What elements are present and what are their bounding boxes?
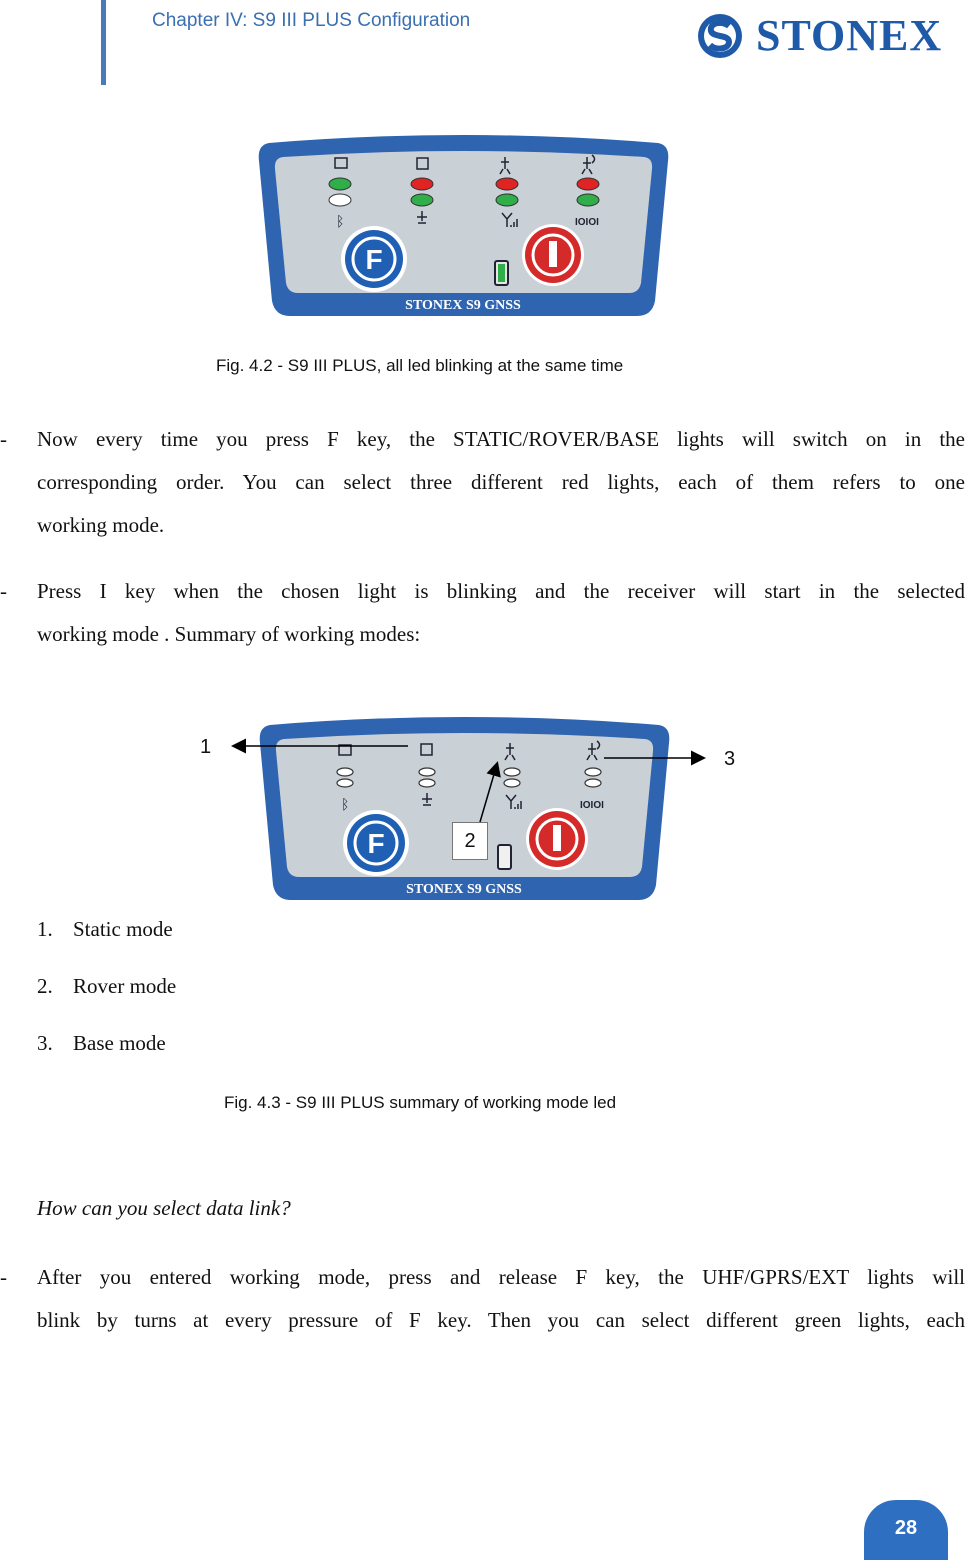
callout-label-2: 2 (452, 822, 488, 860)
f-key-label: F (367, 828, 385, 859)
paragraph-line: corresponding order. You can select three different red lights, each of them refers to one (37, 470, 965, 494)
list-item (37, 1028, 166, 1058)
ext-data-icon: IOIOI (575, 217, 599, 228)
callout-arrow-2 (480, 764, 497, 822)
list-item-number: 1. (37, 917, 53, 941)
callout-label-3: 3 (724, 748, 736, 770)
paragraph-line: After you entered working mode, press and release F key, the UHF/GPRS/EXT lights will (37, 1265, 965, 1289)
panel-brand-label: STONEX S9 GNSS (406, 882, 522, 897)
paragraph-line: working mode. (37, 513, 165, 537)
list-item-number: 2. (37, 974, 53, 998)
ext-data-icon: IOIOI (580, 800, 604, 811)
bluetooth-icon: ᛒ (341, 797, 350, 813)
list-dash: - (0, 579, 7, 603)
callout-label-1: 1 (200, 736, 212, 758)
logo-wordmark: STONEX (756, 11, 943, 60)
section-subheading: How can you select data link? (37, 1196, 291, 1220)
figure-caption-4-3: Fig. 4.3 - S9 III PLUS summary of working mode led (224, 1093, 617, 1112)
panel-brand-label: STONEX S9 GNSS (405, 298, 521, 313)
paragraph-line: working mode . Summary of working modes: (37, 622, 421, 646)
list-dash: - (0, 1265, 7, 1289)
bluetooth-icon: ᛒ (336, 214, 345, 230)
list-dash: - (0, 427, 7, 451)
list-item-label: Base mode (73, 1031, 166, 1055)
list-item-number: 3. (37, 1031, 53, 1055)
chapter-title: Chapter IV: S9 III PLUS Configuration (152, 10, 471, 31)
figure-caption-4-2: Fig. 4.2 - S9 III PLUS, all led blinking at the same time (216, 356, 624, 375)
list-item-label: Rover mode (73, 974, 177, 998)
paragraph-line: Press I key when the chosen light is blinking and the receiver will start in the selected (37, 579, 965, 603)
list-item (37, 971, 176, 1001)
list-item-label: Static mode (73, 917, 173, 941)
f-key-label: F (365, 244, 383, 275)
paragraph-line: Now every time you press F key, the STATIC/ROVER/BASE lights will switch on in the (37, 427, 965, 451)
page-number: 28 (864, 1500, 948, 1560)
list-item (37, 914, 173, 944)
paragraph-line: blink by turns at every pressure of F key. Then you can select different green lights, each (37, 1308, 965, 1332)
